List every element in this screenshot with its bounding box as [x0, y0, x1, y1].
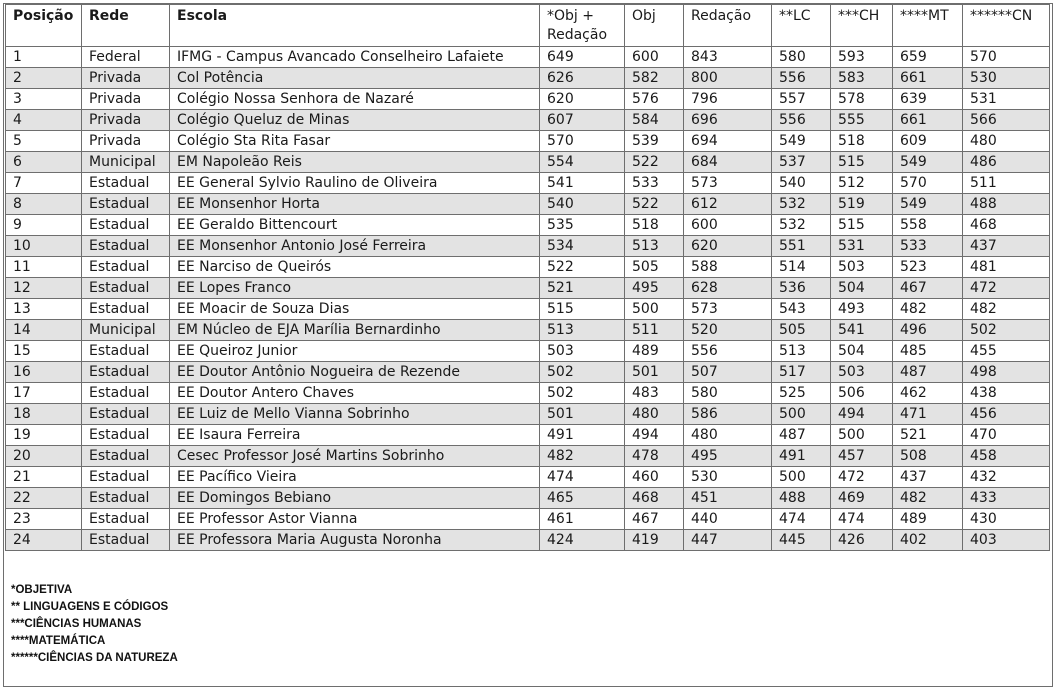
cell-obj: 600: [625, 47, 684, 68]
cell-posicao: 21: [6, 467, 82, 488]
cell-rede: Federal: [82, 47, 170, 68]
table-row: [6, 257, 1050, 278]
cell-lc: 505: [772, 320, 831, 341]
cell-ch: 578: [831, 89, 893, 110]
table-row: [6, 446, 1050, 467]
cell-escola: EE Monsenhor Horta: [170, 194, 540, 215]
cell-rede: Privada: [82, 68, 170, 89]
cell-obj: 533: [625, 173, 684, 194]
cell-obj-redacao: 502: [540, 362, 625, 383]
cell-lc: 532: [772, 215, 831, 236]
cell-obj-redacao: 541: [540, 173, 625, 194]
header-cell-redacao: Redação: [684, 5, 772, 47]
cell-lc: 517: [772, 362, 831, 383]
cell-obj-redacao: 649: [540, 47, 625, 68]
cell-redacao: 586: [684, 404, 772, 425]
cell-rede: Estadual: [82, 467, 170, 488]
cell-cn: 458: [963, 446, 1050, 467]
cell-posicao: 6: [6, 152, 82, 173]
cell-redacao: 588: [684, 257, 772, 278]
cell-obj: 576: [625, 89, 684, 110]
cell-obj: 489: [625, 341, 684, 362]
cell-rede: Estadual: [82, 488, 170, 509]
cell-mt: 533: [893, 236, 963, 257]
cell-mt: 496: [893, 320, 963, 341]
cell-redacao: 796: [684, 89, 772, 110]
cell-rede: Estadual: [82, 173, 170, 194]
cell-mt: 437: [893, 467, 963, 488]
cell-lc: 537: [772, 152, 831, 173]
cell-posicao: 11: [6, 257, 82, 278]
cell-ch: 593: [831, 47, 893, 68]
cell-redacao: 556: [684, 341, 772, 362]
cell-cn: 433: [963, 488, 1050, 509]
cell-redacao: 573: [684, 173, 772, 194]
cell-obj: 511: [625, 320, 684, 341]
cell-rede: Privada: [82, 110, 170, 131]
cell-escola: EE Moacir de Souza Dias: [170, 299, 540, 320]
cell-obj: 480: [625, 404, 684, 425]
cell-ch: 500: [831, 425, 893, 446]
cell-ch: 426: [831, 530, 893, 551]
cell-obj: 501: [625, 362, 684, 383]
cell-lc: 532: [772, 194, 831, 215]
cell-redacao: 530: [684, 467, 772, 488]
cell-escola: EM Núcleo de EJA Marília Bernardinho: [170, 320, 540, 341]
cell-obj-redacao: 513: [540, 320, 625, 341]
table-row: [6, 194, 1050, 215]
cell-obj-redacao: 522: [540, 257, 625, 278]
cell-rede: Estadual: [82, 257, 170, 278]
cell-redacao: 684: [684, 152, 772, 173]
cell-redacao: 507: [684, 362, 772, 383]
cell-obj: 500: [625, 299, 684, 320]
cell-obj: 478: [625, 446, 684, 467]
table-row: [6, 299, 1050, 320]
cell-posicao: 20: [6, 446, 82, 467]
cell-obj: 513: [625, 236, 684, 257]
legend-line: ***CIÊNCIAS HUMANAS: [11, 618, 142, 630]
cell-obj-redacao: 474: [540, 467, 625, 488]
cell-obj-redacao: 626: [540, 68, 625, 89]
cell-ch: 519: [831, 194, 893, 215]
cell-posicao: 13: [6, 299, 82, 320]
cell-obj-redacao: 570: [540, 131, 625, 152]
cell-posicao: 23: [6, 509, 82, 530]
cell-mt: 661: [893, 68, 963, 89]
cell-lc: 500: [772, 467, 831, 488]
table-row: [6, 530, 1050, 551]
cell-cn: 511: [963, 173, 1050, 194]
cell-obj-redacao: 540: [540, 194, 625, 215]
cell-ch: 493: [831, 299, 893, 320]
cell-obj-redacao: 515: [540, 299, 625, 320]
cell-cn: 437: [963, 236, 1050, 257]
cell-obj: 522: [625, 152, 684, 173]
cell-posicao: 4: [6, 110, 82, 131]
table-row: [6, 341, 1050, 362]
cell-escola: EE Pacífico Vieira: [170, 467, 540, 488]
cell-redacao: 628: [684, 278, 772, 299]
cell-obj: 522: [625, 194, 684, 215]
cell-posicao: 12: [6, 278, 82, 299]
table-row: [6, 404, 1050, 425]
table-row: [6, 488, 1050, 509]
cell-escola: EE Professor Astor Vianna: [170, 509, 540, 530]
cell-lc: 500: [772, 404, 831, 425]
cell-rede: Estadual: [82, 215, 170, 236]
cell-cn: 468: [963, 215, 1050, 236]
table-row: [6, 425, 1050, 446]
cell-obj-redacao: 607: [540, 110, 625, 131]
cell-cn: 570: [963, 47, 1050, 68]
cell-redacao: 520: [684, 320, 772, 341]
cell-redacao: 696: [684, 110, 772, 131]
cell-cn: 470: [963, 425, 1050, 446]
cell-escola: EE Professora Maria Augusta Noronha: [170, 530, 540, 551]
cell-escola: EE Doutor Antônio Nogueira de Rezende: [170, 362, 540, 383]
cell-posicao: 24: [6, 530, 82, 551]
cell-ch: 555: [831, 110, 893, 131]
cell-obj: 494: [625, 425, 684, 446]
cell-ch: 512: [831, 173, 893, 194]
cell-obj-redacao: 521: [540, 278, 625, 299]
cell-mt: 482: [893, 299, 963, 320]
cell-escola: Colégio Nossa Senhora de Nazaré: [170, 89, 540, 110]
header-row: [6, 5, 1050, 47]
cell-redacao: 451: [684, 488, 772, 509]
cell-obj-redacao: 502: [540, 383, 625, 404]
cell-mt: 467: [893, 278, 963, 299]
table-row: [6, 236, 1050, 257]
cell-obj-redacao: 465: [540, 488, 625, 509]
cell-redacao: 447: [684, 530, 772, 551]
cell-ch: 504: [831, 341, 893, 362]
cell-ch: 504: [831, 278, 893, 299]
cell-mt: 471: [893, 404, 963, 425]
cell-lc: 513: [772, 341, 831, 362]
cell-rede: Estadual: [82, 383, 170, 404]
cell-cn: 502: [963, 320, 1050, 341]
cell-obj: 467: [625, 509, 684, 530]
cell-cn: 486: [963, 152, 1050, 173]
table-row: [6, 47, 1050, 68]
cell-obj-redacao: 534: [540, 236, 625, 257]
cell-rede: Municipal: [82, 152, 170, 173]
cell-posicao: 22: [6, 488, 82, 509]
header-cell-obj: Obj: [625, 5, 684, 47]
cell-obj: 460: [625, 467, 684, 488]
cell-cn: 438: [963, 383, 1050, 404]
cell-posicao: 7: [6, 173, 82, 194]
cell-redacao: 440: [684, 509, 772, 530]
cell-lc: 525: [772, 383, 831, 404]
cell-rede: Estadual: [82, 194, 170, 215]
table-row: [6, 467, 1050, 488]
header-cell-mt: ****MT: [893, 5, 963, 47]
cell-escola: Colégio Sta Rita Fasar: [170, 131, 540, 152]
cell-rede: Estadual: [82, 299, 170, 320]
cell-ch: 469: [831, 488, 893, 509]
cell-obj: 584: [625, 110, 684, 131]
cell-ch: 503: [831, 257, 893, 278]
cell-obj-redacao: 482: [540, 446, 625, 467]
cell-escola: EE General Sylvio Raulino de Oliveira: [170, 173, 540, 194]
cell-ch: 472: [831, 467, 893, 488]
header-cell-escola: Escola: [170, 5, 540, 47]
table-row: [6, 131, 1050, 152]
cell-posicao: 16: [6, 362, 82, 383]
cell-rede: Estadual: [82, 362, 170, 383]
table-row: [6, 362, 1050, 383]
header-cell-cn: ******CN: [963, 5, 1050, 47]
table-row: [6, 152, 1050, 173]
cell-cn: 472: [963, 278, 1050, 299]
cell-cn: 488: [963, 194, 1050, 215]
cell-escola: EE Lopes Franco: [170, 278, 540, 299]
cell-obj-redacao: 554: [540, 152, 625, 173]
cell-lc: 445: [772, 530, 831, 551]
legend-line: ****MATEMÁTICA: [11, 635, 106, 647]
cell-redacao: 843: [684, 47, 772, 68]
cell-ch: 518: [831, 131, 893, 152]
cell-rede: Estadual: [82, 404, 170, 425]
cell-cn: 432: [963, 467, 1050, 488]
cell-escola: Col Potência: [170, 68, 540, 89]
cell-lc: 549: [772, 131, 831, 152]
cell-obj-redacao: 501: [540, 404, 625, 425]
cell-ch: 503: [831, 362, 893, 383]
cell-escola: EE Narciso de Queirós: [170, 257, 540, 278]
table-body: [6, 47, 1050, 551]
cell-escola: EE Isaura Ferreira: [170, 425, 540, 446]
cell-escola: EE Queiroz Junior: [170, 341, 540, 362]
cell-cn: 403: [963, 530, 1050, 551]
cell-mt: 521: [893, 425, 963, 446]
cell-ch: 583: [831, 68, 893, 89]
legend: [11, 582, 178, 667]
cell-obj-redacao: 491: [540, 425, 625, 446]
cell-posicao: 10: [6, 236, 82, 257]
cell-ch: 494: [831, 404, 893, 425]
school-ranking-table: [5, 4, 1050, 551]
cell-cn: 480: [963, 131, 1050, 152]
cell-ch: 515: [831, 152, 893, 173]
cell-cn: 481: [963, 257, 1050, 278]
cell-mt: 485: [893, 341, 963, 362]
cell-ch: 457: [831, 446, 893, 467]
cell-rede: Estadual: [82, 425, 170, 446]
cell-escola: EE Geraldo Bittencourt: [170, 215, 540, 236]
cell-cn: 456: [963, 404, 1050, 425]
cell-mt: 482: [893, 488, 963, 509]
cell-cn: 530: [963, 68, 1050, 89]
cell-redacao: 694: [684, 131, 772, 152]
cell-lc: 556: [772, 68, 831, 89]
cell-obj: 505: [625, 257, 684, 278]
cell-obj-redacao: 535: [540, 215, 625, 236]
cell-mt: 639: [893, 89, 963, 110]
cell-posicao: 17: [6, 383, 82, 404]
cell-escola: Colégio Queluz de Minas: [170, 110, 540, 131]
cell-posicao: 15: [6, 341, 82, 362]
table-row: [6, 110, 1050, 131]
cell-lc: 551: [772, 236, 831, 257]
cell-mt: 508: [893, 446, 963, 467]
cell-lc: 543: [772, 299, 831, 320]
cell-posicao: 2: [6, 68, 82, 89]
cell-ch: 515: [831, 215, 893, 236]
cell-obj-redacao: 461: [540, 509, 625, 530]
cell-mt: 570: [893, 173, 963, 194]
header-cell-rede: Rede: [82, 5, 170, 47]
cell-escola: IFMG - Campus Avancado Conselheiro Lafaiete: [170, 47, 540, 68]
table-row: [6, 278, 1050, 299]
cell-obj: 419: [625, 530, 684, 551]
cell-posicao: 14: [6, 320, 82, 341]
cell-posicao: 9: [6, 215, 82, 236]
table-row: [6, 215, 1050, 236]
header-cell-ch: ***CH: [831, 5, 893, 47]
cell-mt: 487: [893, 362, 963, 383]
cell-obj-redacao: 620: [540, 89, 625, 110]
cell-cn: 498: [963, 362, 1050, 383]
cell-rede: Estadual: [82, 278, 170, 299]
cell-lc: 557: [772, 89, 831, 110]
cell-escola: EE Doutor Antero Chaves: [170, 383, 540, 404]
cell-mt: 549: [893, 152, 963, 173]
cell-escola: Cesec Professor José Martins Sobrinho: [170, 446, 540, 467]
cell-redacao: 800: [684, 68, 772, 89]
cell-escola: EE Luiz de Mello Vianna Sobrinho: [170, 404, 540, 425]
cell-obj-redacao: 503: [540, 341, 625, 362]
cell-posicao: 3: [6, 89, 82, 110]
table-row: [6, 320, 1050, 341]
table-row: [6, 509, 1050, 530]
cell-cn: 531: [963, 89, 1050, 110]
cell-cn: 430: [963, 509, 1050, 530]
cell-rede: Municipal: [82, 320, 170, 341]
header-cell-obj-redacao: *Obj + Redação: [540, 5, 625, 47]
cell-mt: 549: [893, 194, 963, 215]
cell-ch: 474: [831, 509, 893, 530]
cell-obj: 582: [625, 68, 684, 89]
cell-mt: 609: [893, 131, 963, 152]
cell-mt: 489: [893, 509, 963, 530]
cell-mt: 523: [893, 257, 963, 278]
cell-ch: 541: [831, 320, 893, 341]
cell-redacao: 495: [684, 446, 772, 467]
cell-escola: EM Napoleão Reis: [170, 152, 540, 173]
table-row: [6, 68, 1050, 89]
cell-mt: 402: [893, 530, 963, 551]
cell-rede: Estadual: [82, 509, 170, 530]
table-row: [6, 89, 1050, 110]
cell-lc: 556: [772, 110, 831, 131]
header-cell-lc: **LC: [772, 5, 831, 47]
cell-obj: 518: [625, 215, 684, 236]
cell-posicao: 18: [6, 404, 82, 425]
legend-line: *OBJETIVA: [11, 584, 73, 596]
cell-obj: 495: [625, 278, 684, 299]
cell-mt: 661: [893, 110, 963, 131]
cell-lc: 514: [772, 257, 831, 278]
cell-obj-redacao: 424: [540, 530, 625, 551]
cell-rede: Estadual: [82, 446, 170, 467]
cell-rede: Estadual: [82, 530, 170, 551]
cell-lc: 491: [772, 446, 831, 467]
table-row: [6, 173, 1050, 194]
cell-posicao: 19: [6, 425, 82, 446]
cell-rede: Estadual: [82, 341, 170, 362]
cell-lc: 474: [772, 509, 831, 530]
cell-lc: 580: [772, 47, 831, 68]
cell-mt: 462: [893, 383, 963, 404]
cell-lc: 487: [772, 425, 831, 446]
cell-posicao: 1: [6, 47, 82, 68]
cell-posicao: 5: [6, 131, 82, 152]
cell-redacao: 612: [684, 194, 772, 215]
cell-obj: 483: [625, 383, 684, 404]
cell-rede: Estadual: [82, 236, 170, 257]
cell-redacao: 600: [684, 215, 772, 236]
cell-mt: 659: [893, 47, 963, 68]
legend-line: ******CIÊNCIAS DA NATUREZA: [11, 652, 178, 664]
cell-rede: Privada: [82, 89, 170, 110]
cell-ch: 531: [831, 236, 893, 257]
cell-rede: Privada: [82, 131, 170, 152]
cell-lc: 540: [772, 173, 831, 194]
cell-obj: 539: [625, 131, 684, 152]
cell-redacao: 573: [684, 299, 772, 320]
cell-cn: 482: [963, 299, 1050, 320]
cell-mt: 558: [893, 215, 963, 236]
cell-escola: EE Monsenhor Antonio José Ferreira: [170, 236, 540, 257]
table-row: [6, 383, 1050, 404]
cell-posicao: 8: [6, 194, 82, 215]
cell-redacao: 480: [684, 425, 772, 446]
cell-redacao: 620: [684, 236, 772, 257]
cell-lc: 488: [772, 488, 831, 509]
cell-obj: 468: [625, 488, 684, 509]
cell-cn: 455: [963, 341, 1050, 362]
cell-ch: 506: [831, 383, 893, 404]
header-cell-posicao: Posição: [6, 5, 82, 47]
cell-escola: EE Domingos Bebiano: [170, 488, 540, 509]
cell-redacao: 580: [684, 383, 772, 404]
legend-line: ** LINGUAGENS E CÓDIGOS: [11, 601, 169, 613]
cell-lc: 536: [772, 278, 831, 299]
cell-cn: 566: [963, 110, 1050, 131]
